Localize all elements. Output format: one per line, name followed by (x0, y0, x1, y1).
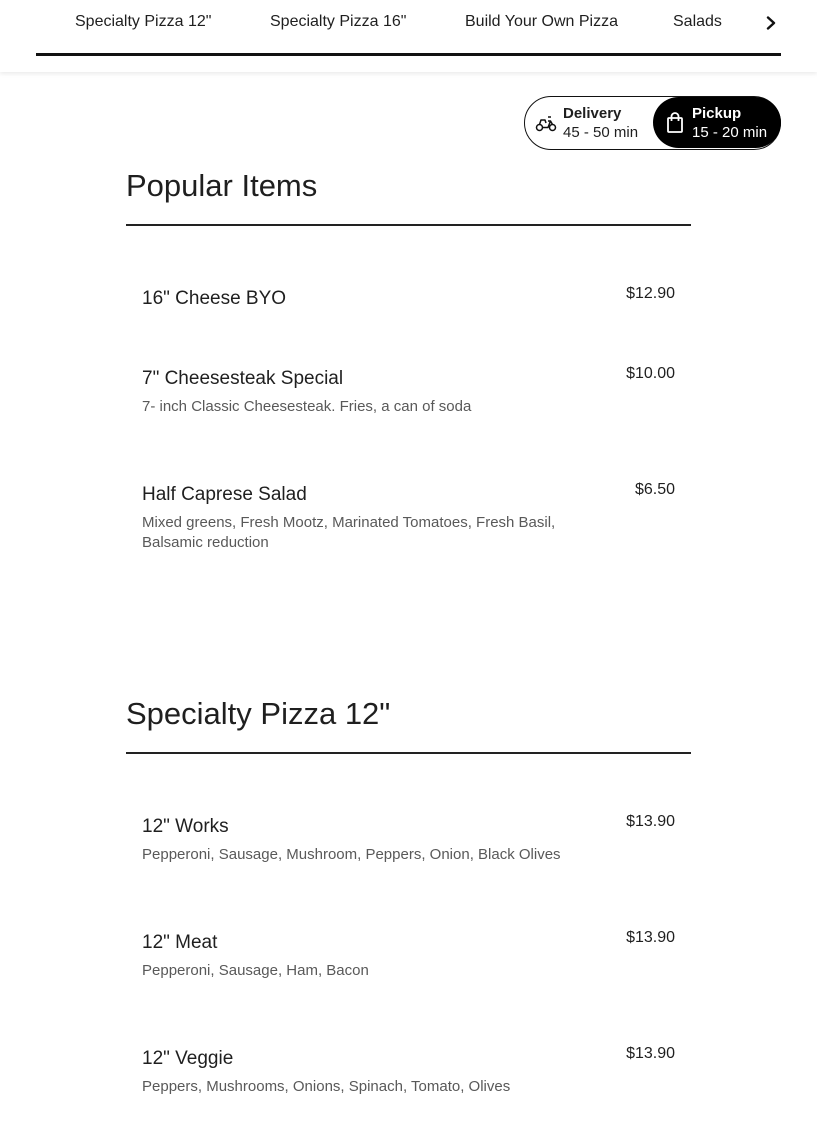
category-build-your-own-pizza[interactable]: Build Your Own Pizza (465, 13, 618, 30)
item-price: $13.90 (626, 1045, 675, 1062)
item-description: Pepperoni, Sausage, Mushroom, Peppers, Onion, Black Olives (142, 846, 561, 863)
item-name: 7" Cheesesteak Special (142, 368, 344, 389)
shopping-bag-icon (664, 112, 686, 134)
category-nav (0, 0, 817, 72)
category-salads[interactable]: Salads (673, 13, 722, 30)
item-name: 16" Cheese BYO (142, 288, 287, 309)
category-specialty-pizza-12[interactable]: Specialty Pizza 12" (75, 13, 212, 30)
pickup-label: Pickup (692, 104, 742, 122)
section-title-popular-items: Popular Items (126, 168, 318, 203)
pickup-option[interactable] (653, 97, 781, 148)
item-description: 7- inch Classic Cheesesteak. Fries, a can of soda (142, 398, 472, 415)
item-price: $12.90 (626, 285, 675, 302)
delivery-option[interactable] (525, 97, 655, 148)
chevron-right-icon[interactable] (758, 10, 784, 36)
scooter-icon (535, 112, 557, 134)
section-title-specialty-pizza-12: Specialty Pizza 12" (126, 696, 391, 731)
category-strip (36, 0, 781, 56)
delivery-label: Delivery (563, 104, 622, 122)
item-price: $13.90 (626, 813, 675, 830)
pickup-eta: 15 - 20 min (692, 123, 768, 141)
item-description: Pepperoni, Sausage, Ham, Bacon (142, 962, 369, 979)
item-description: Mixed greens, Fresh Mootz, Marinated Tomatoes, Fresh Basil, Balsamic reduction (142, 514, 556, 551)
item-description: Peppers, Mushrooms, Onions, Spinach, Tomato, Olives (142, 1078, 511, 1095)
fulfillment-toggle (524, 96, 781, 150)
item-price: $10.00 (626, 365, 675, 382)
delivery-eta: 45 - 50 min (563, 123, 639, 141)
item-name: 12" Works (142, 816, 229, 837)
category-specialty-pizza-16[interactable]: Specialty Pizza 16" (270, 13, 407, 30)
item-name: 12" Meat (142, 932, 218, 953)
item-name: Half Caprese Salad (142, 484, 307, 505)
section-divider (126, 752, 691, 754)
section-divider (126, 224, 691, 226)
item-price: $13.90 (626, 929, 675, 946)
item-name: 12" Veggie (142, 1048, 234, 1069)
item-price: $6.50 (634, 481, 675, 498)
